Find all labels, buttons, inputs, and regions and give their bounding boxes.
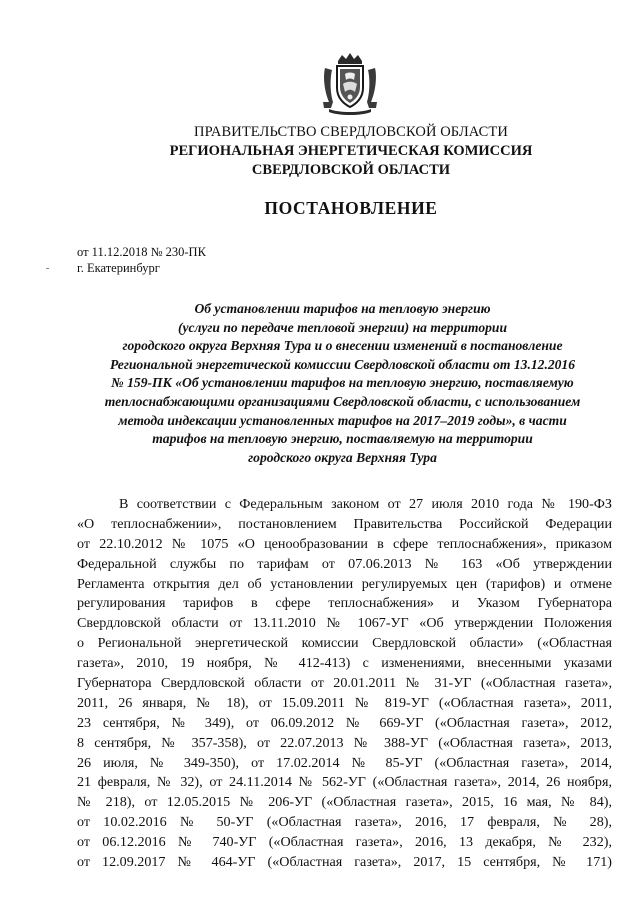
body-line: 23 сентября, № 349), от 06.09.2012 № 669-УГ («Областная газета», 2012, [77, 714, 612, 731]
body-line: «О теплоснабжении», постановлением Правительства Российской Федерации [77, 515, 612, 532]
document-date-number: от 11.12.2018 № 230-ПК [77, 245, 206, 259]
coat-of-arms-icon [321, 52, 379, 116]
subject-line: Об установлении тарифов на тепловую энергию [194, 301, 491, 316]
body-line: № 218), от 12.05.2015 № 206-УГ («Областная газета», 2015, 16 мая, № 84), [77, 794, 612, 811]
subject-line: Региональной энергетической комиссии Свердловской области от 13.12.2016 [109, 356, 576, 372]
body-paragraph [77, 495, 612, 873]
document-subject [77, 300, 608, 467]
body-line: о Региональной энергетической комиссии Свердловской области» («Областная [77, 635, 612, 652]
body-line: В соответствии с Федеральным законом от 27 июля 2010 года № 190-ФЗ [119, 496, 612, 512]
region-name: СВЕРДЛОВСКОЙ ОБЛАСТИ [251, 162, 451, 178]
body-line: 2011, 26 января, № 18), от 15.09.2011 № 819-УГ («Областная газета», 2011, [77, 694, 612, 711]
subject-line: (услуги по передаче тепловой энергии) на территории [177, 319, 508, 335]
subject-line: метода индексации установленных тарифов на 2017–2019 годы», в части [118, 412, 567, 428]
body-line: регулирования тарифов в сфере теплоснабжения» и Указом Губернатора [77, 595, 612, 612]
body-line: Федеральной службы по тарифам от 07.06.2013 № 163 «Об утверждении [77, 555, 612, 572]
subject-line: городского округа Верхняя Тура [248, 449, 437, 465]
body-line: от 10.02.2016 № 50-УГ («Областная газета», 2016, 17 февраля, № 28), [77, 814, 612, 831]
body-line: от 12.09.2017 № 464-УГ («Областная газета», 2017, 15 сентября, № 171) [77, 854, 612, 871]
commission-name: РЕГИОНАЛЬНАЯ ЭНЕРГЕТИЧЕСКАЯ КОМИССИЯ [169, 143, 533, 159]
body-line: газета», 2010, 19 ноября, № 412-413) с изменениями, внесенными указами [77, 655, 612, 672]
body-line: 8 сентября, № 357-358), от 22.07.2013 № 388-УГ («Областная газета», 2013, [77, 734, 612, 751]
body-line: Регламента открытия дел об установлении регулируемых цен (тарифов) и отмене [77, 575, 612, 592]
body-line: 21 февраля, № 32), от 24.11.2014 № 562-УГ («Областная газета», 2014, 26 ноября, [77, 774, 612, 791]
body-line: 26 июля, № 349-350), от 17.02.2014 № 85-УГ («Областная газета», 2014, [77, 754, 612, 771]
body-line: Свердловской области от 13.11.2010 № 1067-УГ «Об утверждении Положения [77, 615, 612, 632]
subject-line: городского округа Верхняя Тура и о внесении изменений в постановление [122, 338, 563, 354]
government-name: ПРАВИТЕЛЬСТВО СВЕРДЛОВСКОЙ ОБЛАСТИ [194, 124, 508, 140]
margin-mark [46, 268, 49, 269]
body-line: от 06.12.2016 № 740-УГ («Областная газета», 2016, 13 декабря, № 232), [77, 834, 612, 851]
subject-line: теплоснабжающими организациями Свердловской области, с использованием [104, 393, 581, 409]
subject-line: № 159-ПК «Об установлении тарифов на тепловую энергию, поставляемую [111, 375, 574, 391]
subject-line: тарифов на тепловую энергию, поставляемую на территории [152, 431, 533, 447]
document-city: г. Екатеринбург [77, 261, 160, 275]
body-line: Губернатора Свердловской области от 20.01.2011 № 31-УГ («Областная газета», [77, 675, 612, 692]
body-line: от 22.10.2012 № 1075 «О ценообразовании в сфере теплоснабжения», приказом [77, 535, 612, 552]
document-title: ПОСТАНОВЛЕНИЕ [264, 198, 438, 218]
